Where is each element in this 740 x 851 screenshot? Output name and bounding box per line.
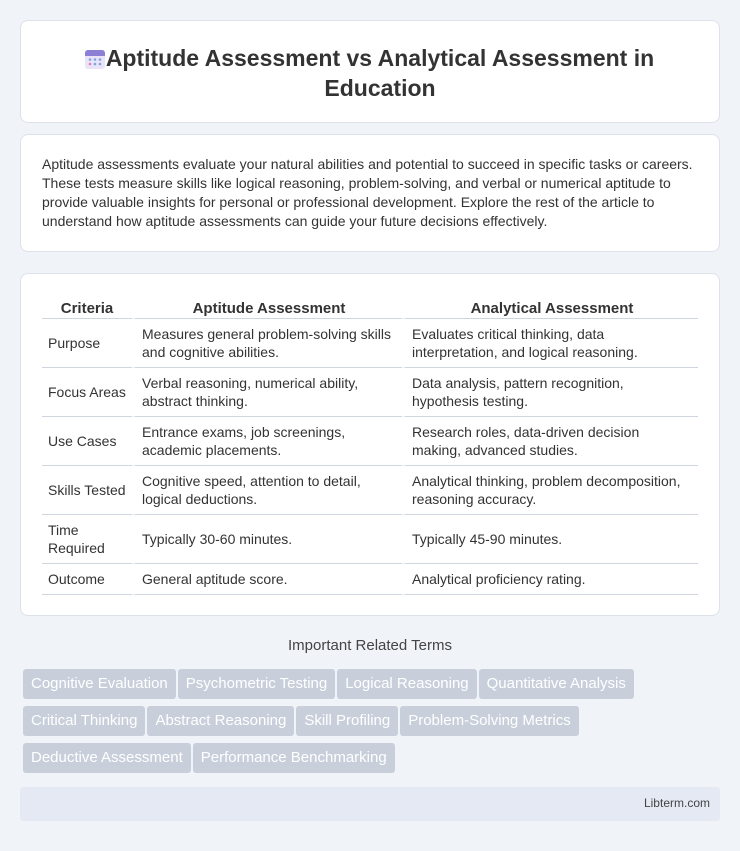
header-criteria: Criteria [42, 295, 132, 319]
page-title: Aptitude Assessment vs Analytical Assessment in Education [105, 45, 655, 101]
related-terms-list [23, 669, 703, 780]
cell-aptitude: General aptitude score. [132, 564, 402, 595]
related-term-tag[interactable]: Performance Benchmarking [193, 743, 395, 773]
header-analytical: Analytical Assessment [402, 295, 698, 319]
footer-site-link[interactable]: Libterm.com [643, 796, 710, 810]
cell-analytical: Data analysis, pattern recognition, hypothesis testing. [402, 368, 698, 417]
related-term-tag[interactable]: Quantitative Analysis [479, 669, 634, 699]
comparison-table [42, 295, 698, 595]
table-row [42, 368, 698, 417]
related-terms-title: Important Related Terms [288, 637, 452, 654]
table-header-row [42, 295, 698, 319]
related-term-tag[interactable]: Cognitive Evaluation [23, 669, 176, 699]
related-term-tag[interactable]: Problem-Solving Metrics [400, 706, 579, 736]
cell-criteria: Purpose [42, 319, 132, 368]
table-row [42, 564, 698, 595]
cell-aptitude: Entrance exams, job screenings, academic placements. [132, 417, 402, 466]
header-aptitude: Aptitude Assessment [132, 295, 402, 319]
cell-analytical: Analytical proficiency rating. [402, 564, 698, 595]
table-row [42, 466, 698, 515]
table-row [42, 515, 698, 564]
related-term-tag[interactable]: Skill Profiling [296, 706, 398, 736]
related-term-tag[interactable]: Abstract Reasoning [147, 706, 294, 736]
cell-aptitude: Typically 30-60 minutes. [132, 515, 402, 564]
cell-analytical: Analytical thinking, problem decomposition, reasoning accuracy. [402, 466, 698, 515]
cell-criteria: Use Cases [42, 417, 132, 466]
cell-aptitude: Measures general problem-solving skills and cognitive abilities. [132, 319, 402, 368]
related-term-tag[interactable]: Deductive Assessment [23, 743, 191, 773]
cell-analytical: Typically 45-90 minutes. [402, 515, 698, 564]
cell-analytical: Research roles, data-driven decision making, advanced studies. [402, 417, 698, 466]
related-term-tag[interactable]: Critical Thinking [23, 706, 145, 736]
cell-criteria: Outcome [42, 564, 132, 595]
cell-criteria: Focus Areas [42, 368, 132, 417]
intro-card [20, 134, 720, 252]
intro-paragraph: Aptitude assessments evaluate your natural abilities and potential to succeed in specific tasks or careers. These tests measure skills like logical reasoning, problem-solving, and verbal or numerical aptitude to provide valuable insights for personal or professional development. Explore the rest of the article to understand how aptitude assessments can guide your future decisions effectively. [42, 156, 693, 229]
footer [20, 787, 720, 821]
related-term-tag[interactable]: Logical Reasoning [337, 669, 476, 699]
related-term-tag[interactable]: Psychometric Testing [178, 669, 335, 699]
cell-aptitude: Cognitive speed, attention to detail, logical deductions. [132, 466, 402, 515]
title-card [20, 20, 720, 123]
cell-aptitude: Verbal reasoning, numerical ability, abstract thinking. [132, 368, 402, 417]
cell-criteria: Skills Tested [42, 466, 132, 515]
table-row [42, 417, 698, 466]
table-row [42, 319, 698, 368]
cell-analytical: Evaluates critical thinking, data interpretation, and logical reasoning. [402, 319, 698, 368]
cell-criteria: Time Required [42, 515, 132, 564]
comparison-card [20, 273, 720, 616]
